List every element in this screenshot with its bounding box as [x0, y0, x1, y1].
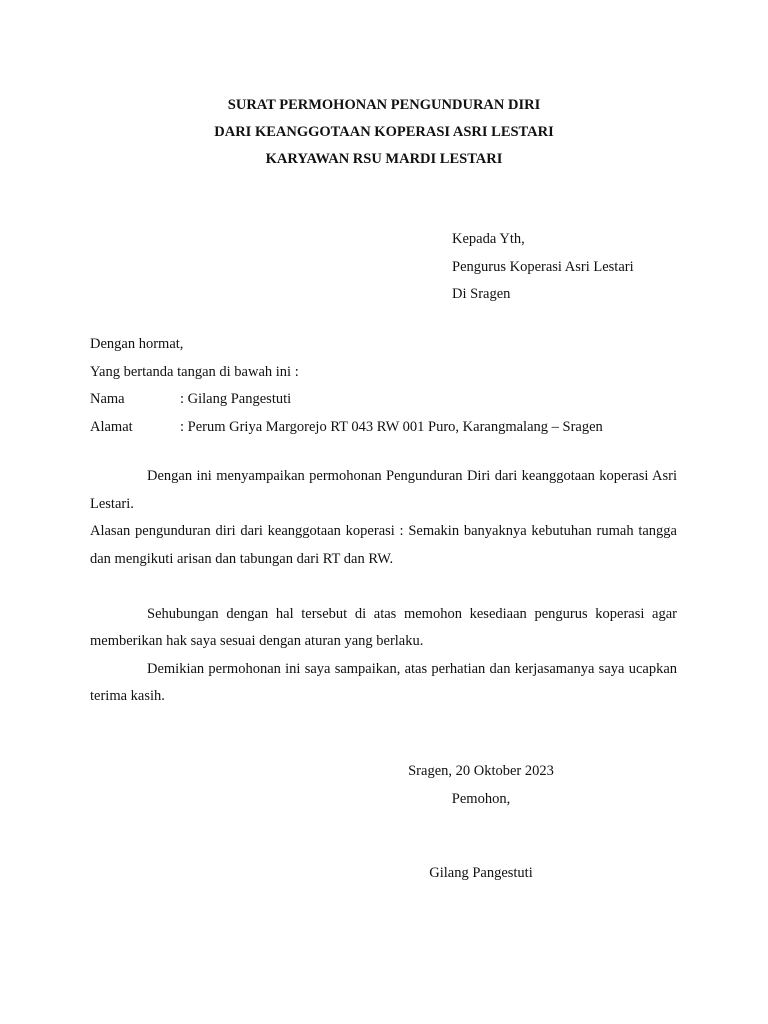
name-label: Nama	[90, 391, 125, 407]
name-row	[90, 386, 603, 414]
place-date: Sragen, 20 Oktober 2023	[408, 763, 554, 779]
signer-role: Pemohon,	[451, 790, 511, 807]
signer-name: Gilang Pangestuti	[429, 865, 533, 881]
letter-body	[90, 463, 677, 711]
paragraph-rights: Sehubungan dengan hal tersebut di atas memohon kesediaan pengurus koperasi agar memberikan hak saya sesuai dengan aturan yang berlaku.	[90, 605, 677, 649]
intro-line: Yang bertanda tangan di bawah ini :	[90, 363, 299, 380]
title-line-1: SURAT PERMOHONAN PENGUNDURAN DIRI	[227, 97, 541, 113]
address-label: Alamat	[90, 418, 133, 435]
recipient-salutation: Kepada Yth,	[452, 231, 525, 247]
paragraph-closing: Demikian permohonan ini saya sampaikan, atas perhatian dan kerjasamanya saya ucapkan terima kasih.	[90, 660, 677, 704]
recipient-block	[452, 226, 634, 309]
paragraph-reason: Alasan pengunduran diri dari keanggotaan koperasi : Semakin banyaknya kebutuhan rumah tangga dan mengikuti arisan dan tabungan dari RT dan RW.	[90, 523, 677, 567]
paragraph-spacer	[90, 573, 677, 601]
name-value: : Gilang Pangestuti	[180, 391, 292, 407]
signature-block	[400, 758, 562, 813]
opening-block	[90, 331, 603, 441]
recipient-location: Di Sragen	[452, 286, 511, 302]
title-line-2: DARI KEANGGOTAAN KOPERASI ASRI LESTARI	[214, 124, 554, 140]
greeting: Dengan hormat,	[90, 336, 184, 352]
address-row	[90, 414, 603, 442]
address-value: : Perum Griya Margorejo RT 043 RW 001 Puro, Karangmalang – Sragen	[180, 418, 603, 435]
title-line-3: KARYAWAN RSU MARDI LESTARI	[265, 151, 503, 167]
letter-title	[0, 92, 768, 173]
paragraph-request: Dengan ini menyampaikan permohonan Pengunduran Diri dari keanggotaan koperasi Asri Lestari.	[90, 468, 677, 512]
recipient-name: Pengurus Koperasi Asri Lestari	[452, 258, 634, 275]
